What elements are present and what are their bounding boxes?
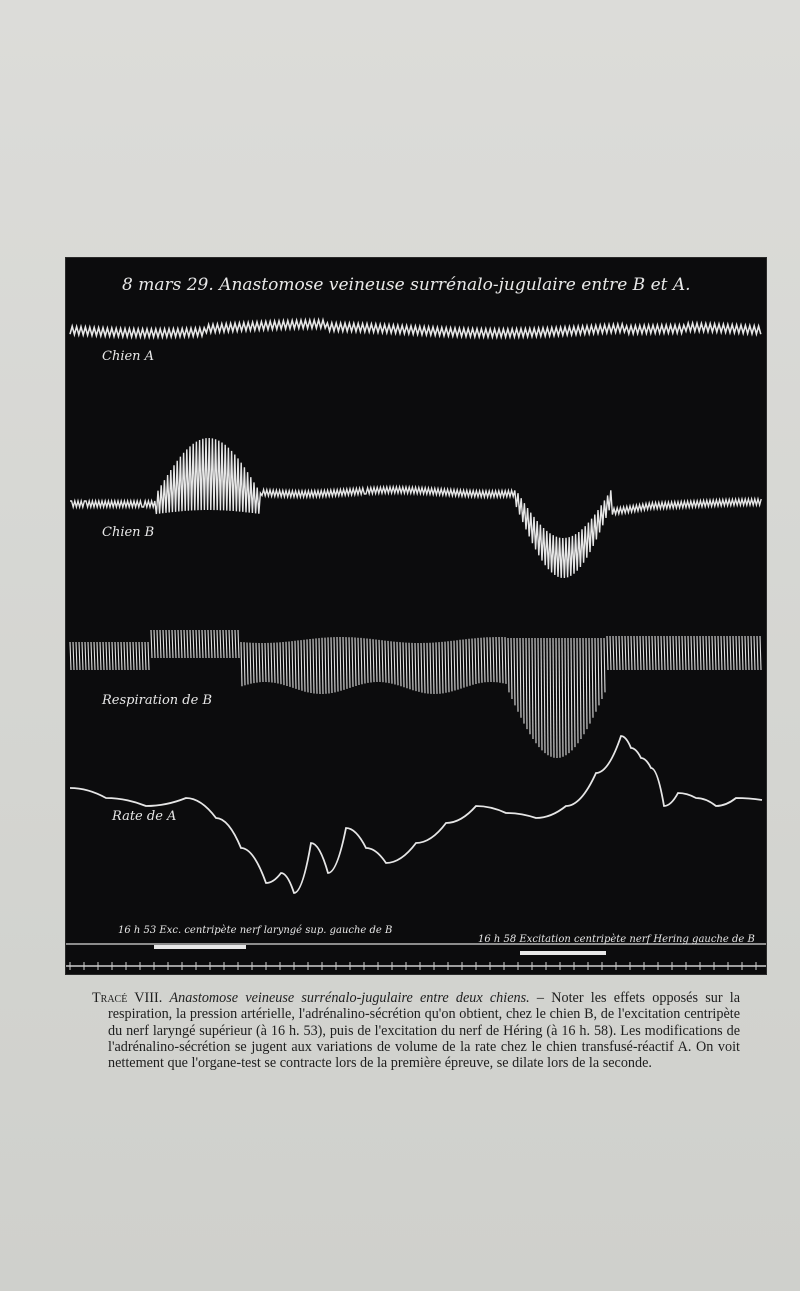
kymograph-tracings xyxy=(66,258,766,974)
caption-title: Anastomose veineuse surrénalo-jugulaire entre deux chiens. xyxy=(169,990,530,1006)
figure-caption xyxy=(92,990,740,1071)
label-rate-a: Rate de A xyxy=(112,809,177,824)
caption-number: Tracé VIII. xyxy=(92,990,163,1006)
label-chien-a: Chien A xyxy=(102,349,155,364)
signal-mark-1 xyxy=(154,945,246,949)
caption-body: – Noter les effets opposés sur la respiration, la pression artérielle, l'adrénalino-sécrétion qu'on obtient, chez le chien B, de l'excitation centripète du nerf laryngé supérieur (à 16 h. 53), puis de l'excitation du nerf de Héring (à 16 h. 58). Les modifications de l'adrénalino-sécrétion se jugent aux variations de volume de la rate chez le chien transfusé-réactif A. On voit nettement que l'organe-test se contracte lors de la première épreuve, se dilate lors de la seconde. xyxy=(108,990,741,1072)
trace-chien-a xyxy=(70,320,761,337)
signal-mark-2 xyxy=(520,951,606,955)
kymograph-figure xyxy=(66,258,766,974)
signal-annotation-1: 16 h 53 Exc. centripète nerf laryngé sup. gauche de B xyxy=(118,925,393,936)
trace-chien-b xyxy=(70,438,761,578)
figure-title: 8 mars 29. Anastomose veineuse surrénalo-jugulaire entre B et A. xyxy=(122,275,691,295)
label-chien-b: Chien B xyxy=(102,525,155,540)
signal-annotation-2: 16 h 58 Excitation centripète nerf Hering gauche de B xyxy=(478,934,755,945)
label-respiration-b: Respiration de B xyxy=(102,693,213,708)
